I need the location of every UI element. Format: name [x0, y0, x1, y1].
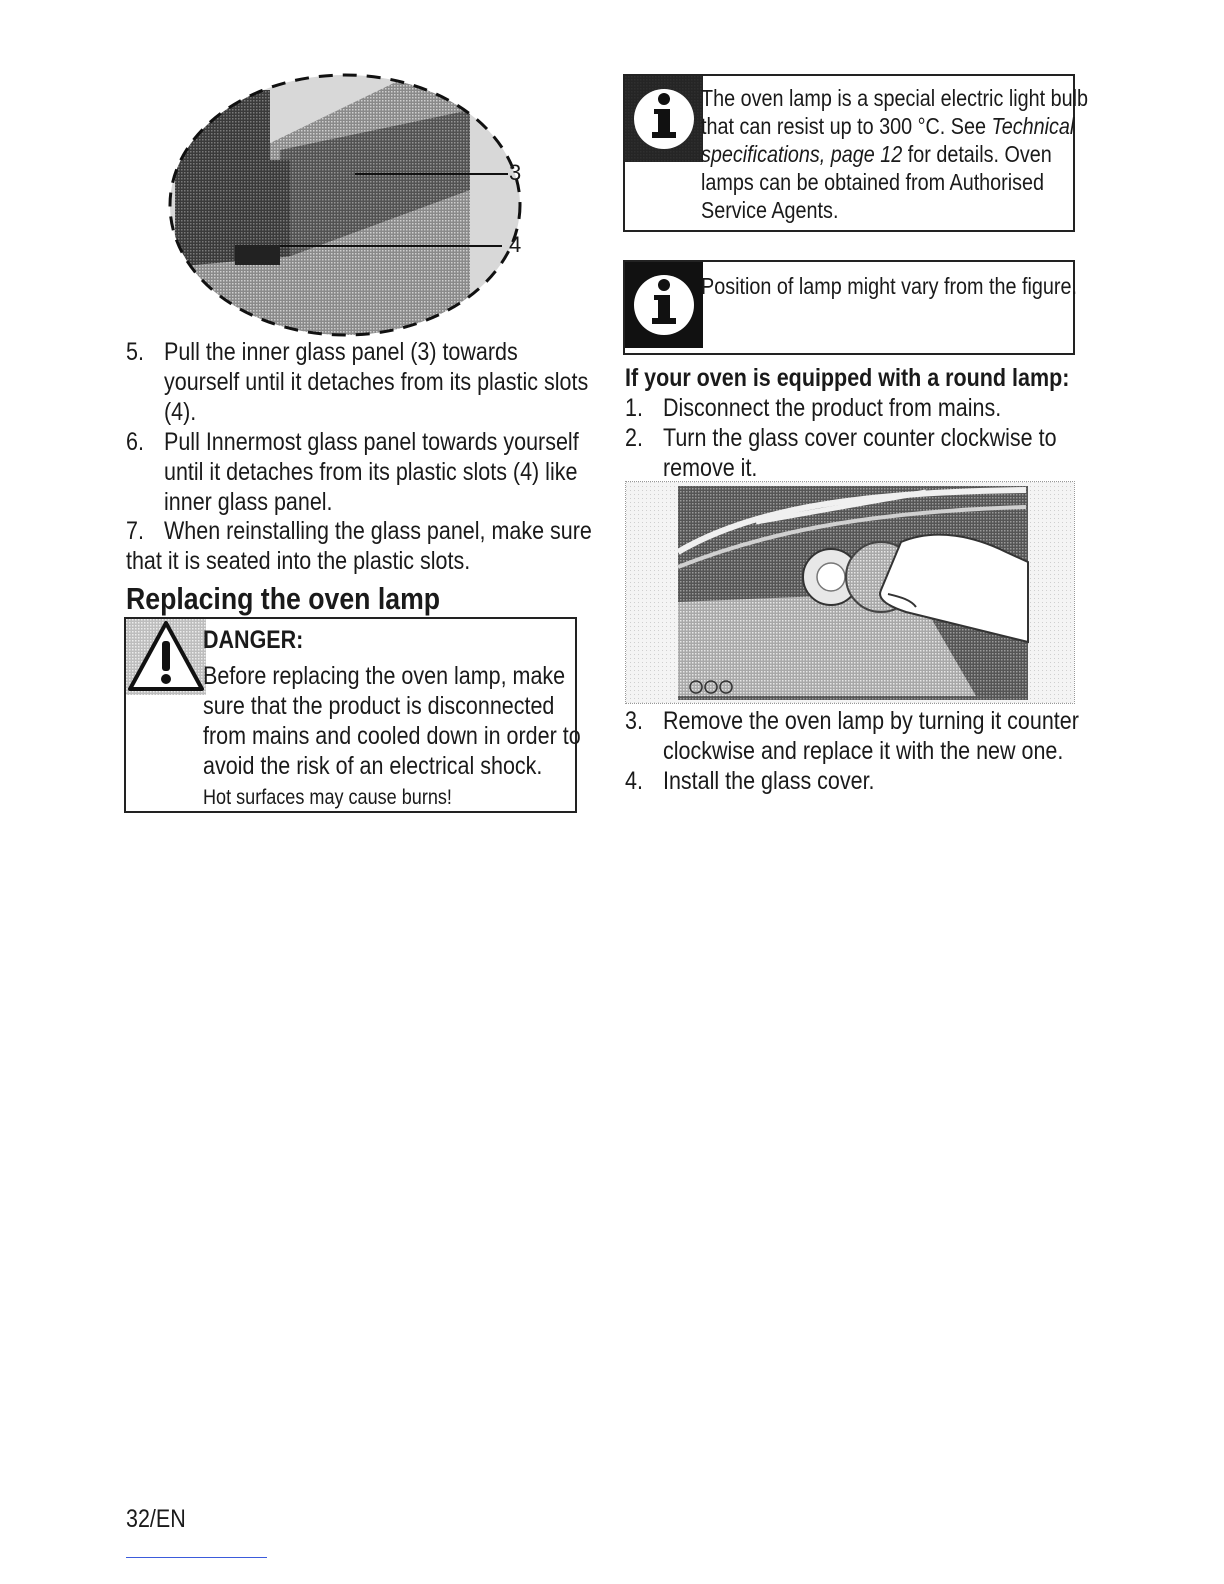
- step-line: yourself until it detaches from its plastic slots: [164, 368, 589, 396]
- info1-link-specifications[interactable]: specifications, page 12: [701, 141, 903, 167]
- info1-line: [701, 140, 1052, 168]
- footer-rule: [126, 1557, 267, 1558]
- danger-line: from mains and cooled down in order to: [203, 722, 581, 750]
- step-line: inner glass panel.: [164, 488, 333, 516]
- info1-line: [701, 112, 1074, 140]
- round-lamp-heading: If your oven is equipped with a round lamp:: [625, 364, 1070, 392]
- step-line: that it is seated into the plastic slots.: [126, 547, 471, 575]
- step-number: 4.: [625, 767, 643, 795]
- info-box-lamp-spec: [623, 74, 1089, 232]
- step-line: Turn the glass cover counter clockwise to: [663, 424, 1057, 452]
- info-icon: [625, 262, 703, 353]
- glass-panel-figure: [130, 70, 550, 340]
- danger-box: [124, 617, 581, 813]
- info1-line: The oven lamp is a special electric light bulb: [701, 85, 1089, 111]
- step-number: 6.: [126, 428, 144, 456]
- step-line: When reinstalling the glass panel, make sure: [164, 517, 592, 545]
- callout-3: 3: [509, 160, 522, 185]
- danger-line: sure that the product is disconnected: [203, 692, 555, 720]
- step-line: (4).: [164, 398, 197, 426]
- section-heading: Replacing the oven lamp: [126, 581, 441, 616]
- info-icon: [625, 76, 703, 167]
- step-number: 5.: [126, 338, 144, 366]
- step-line: Remove the oven lamp by turning it counter: [663, 707, 1079, 735]
- danger-note: Hot surfaces may cause burns!: [203, 786, 452, 809]
- step-line: Install the glass cover.: [663, 767, 875, 795]
- warning-triangle-icon: [126, 619, 206, 700]
- lamp-photo: [625, 481, 1075, 704]
- step-number: 2.: [625, 424, 643, 452]
- danger-line: Before replacing the oven lamp, make: [203, 662, 566, 690]
- step-line: Disconnect the product from mains.: [663, 394, 1002, 422]
- step-line: until it detaches from its plastic slots (4) like: [164, 458, 578, 486]
- info1-line: Service Agents.: [701, 197, 839, 223]
- danger-title: DANGER:: [203, 626, 304, 654]
- step-line: Pull the inner glass panel (3) towards: [164, 338, 518, 366]
- step-line: clockwise and replace it with the new one.: [663, 737, 1064, 765]
- step-number: 3.: [625, 707, 643, 735]
- danger-line: avoid the risk of an electrical shock.: [203, 752, 543, 780]
- info1-link-technical[interactable]: Technical: [991, 113, 1075, 139]
- page-number: 32/EN: [126, 1505, 186, 1533]
- step-number: 1.: [625, 394, 643, 422]
- step-line: remove it.: [663, 454, 758, 482]
- callout-4: 4: [509, 232, 522, 257]
- info2-text: Position of lamp might vary from the figure.: [701, 273, 1077, 299]
- step-number: 7.: [126, 517, 144, 545]
- step-line: Pull Innermost glass panel towards yourself: [164, 428, 579, 456]
- info-box-lamp-position: [623, 260, 1075, 355]
- info1-line2-text: that can resist up to 300 °C. See: [701, 113, 986, 139]
- info1-line: lamps can be obtained from Authorised: [701, 169, 1045, 195]
- info1-line3-rest: for details. Oven: [902, 141, 1052, 167]
